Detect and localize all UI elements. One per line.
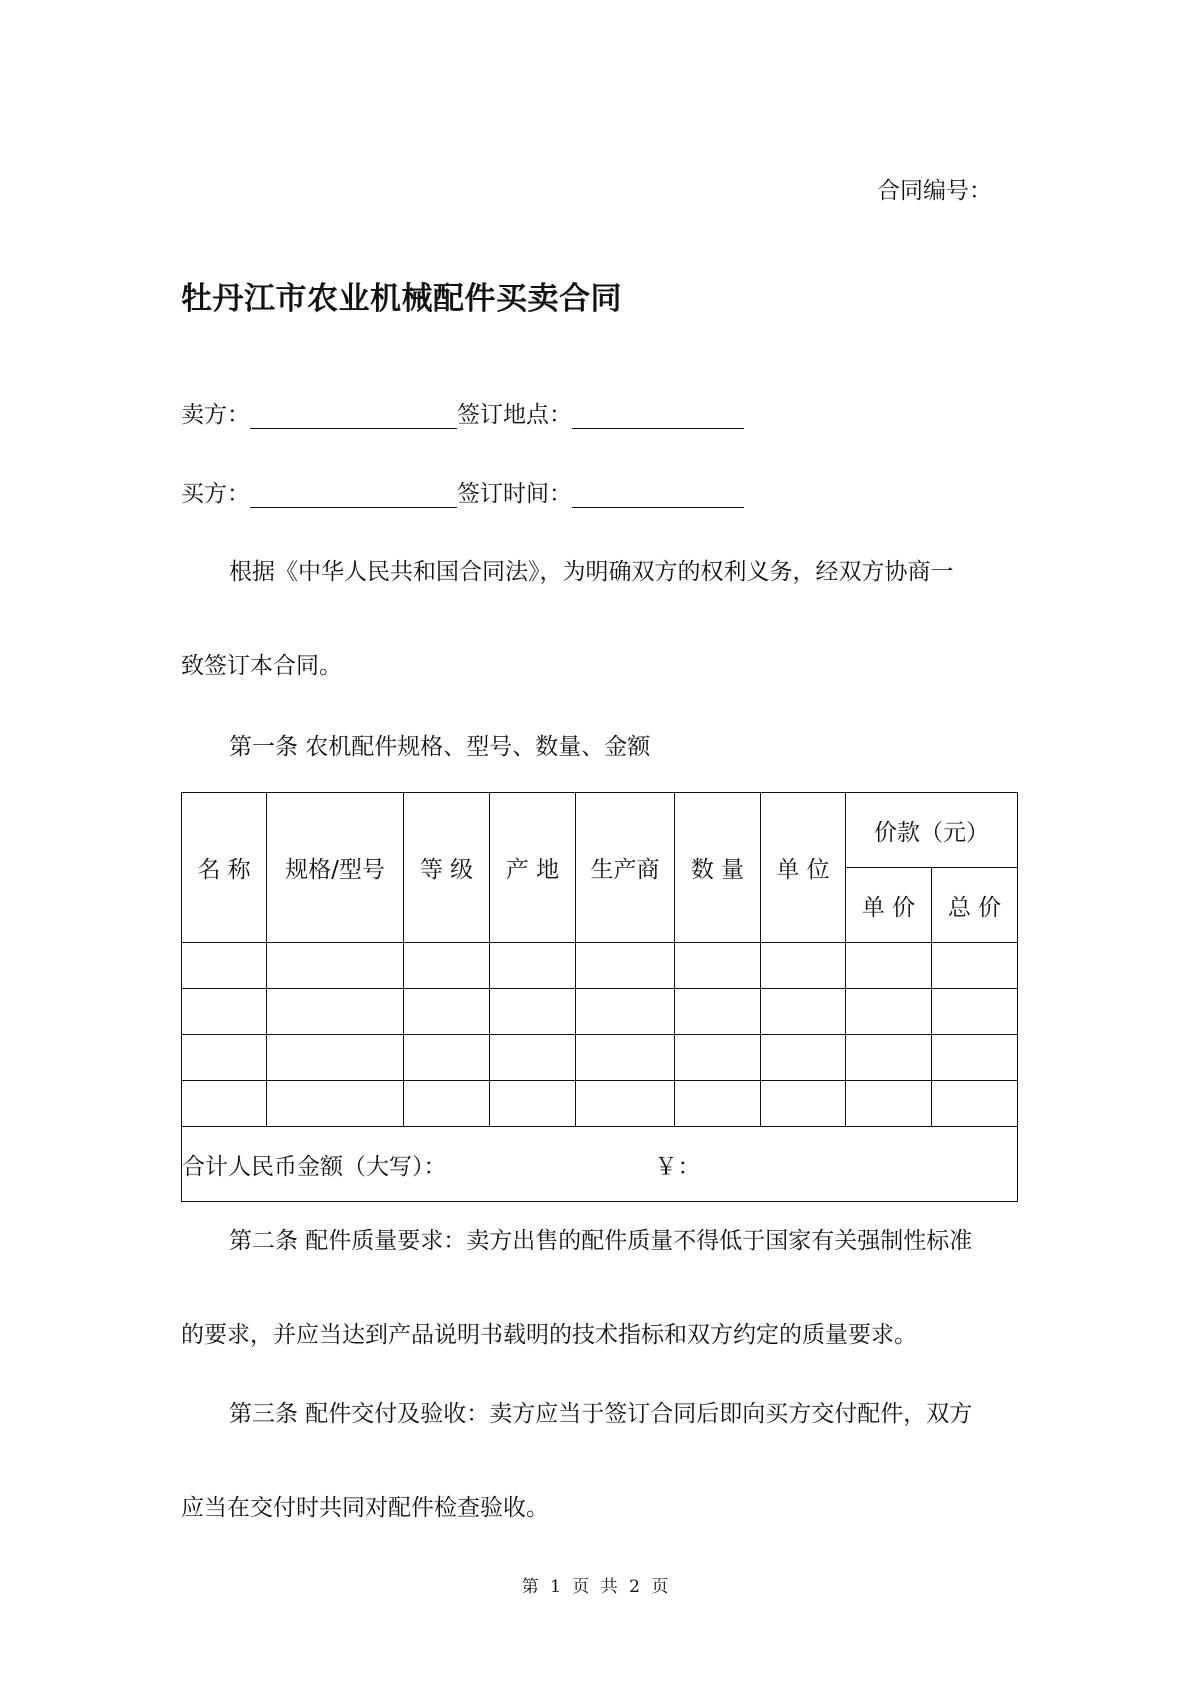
table-cell[interactable]: [576, 1035, 675, 1081]
header-origin: 产 地: [490, 793, 576, 943]
header-unit-price: 单 价: [846, 868, 932, 943]
total-cell[interactable]: [182, 1127, 1018, 1202]
total-row: [182, 1127, 1018, 1202]
table-cell[interactable]: [846, 1035, 932, 1081]
sign-place-label: 签订地点：: [457, 402, 572, 428]
table-cell[interactable]: [576, 1081, 675, 1127]
table-cell[interactable]: [182, 1081, 267, 1127]
sign-place-blank[interactable]: [572, 406, 744, 429]
table-cell[interactable]: [576, 943, 675, 989]
table-cell[interactable]: [490, 989, 576, 1035]
buyer-row: [181, 475, 744, 508]
table-cell[interactable]: [404, 1035, 490, 1081]
table-cell[interactable]: [932, 1035, 1018, 1081]
table-cell[interactable]: [490, 1035, 576, 1081]
buyer-label: 买方：: [181, 481, 250, 507]
table-cell[interactable]: [846, 989, 932, 1035]
header-total-price: 总 价: [932, 868, 1018, 943]
header-price-group: 价款（元）: [846, 793, 1018, 868]
article-1-heading: 第一条 农机配件规格、型号、数量、金额: [229, 734, 651, 760]
article-2-line-1: 第二条 配件质量要求：卖方出售的配件质量不得低于国家有关强制性标准: [229, 1228, 973, 1254]
buyer-blank[interactable]: [250, 485, 457, 508]
table-cell[interactable]: [675, 989, 761, 1035]
sign-time-blank[interactable]: [572, 485, 744, 508]
table-cell[interactable]: [267, 1081, 404, 1127]
table-cell[interactable]: [761, 1035, 846, 1081]
table-cell[interactable]: [761, 943, 846, 989]
header-spec: 规格/型号: [267, 793, 404, 943]
table-cell[interactable]: [182, 943, 267, 989]
table-cell[interactable]: [932, 989, 1018, 1035]
sign-time-label: 签订时间：: [457, 481, 572, 507]
article-3-line-1: 第三条 配件交付及验收：卖方应当于签订合同后即向买方交付配件，双方: [229, 1401, 973, 1427]
table-row: [182, 989, 1018, 1035]
table-cell[interactable]: [404, 989, 490, 1035]
table-cell[interactable]: [932, 943, 1018, 989]
header-grade: 等 级: [404, 793, 490, 943]
table-cell[interactable]: [267, 943, 404, 989]
table-row: [182, 1081, 1018, 1127]
table-cell[interactable]: [675, 1035, 761, 1081]
table-cell[interactable]: [490, 943, 576, 989]
seller-blank[interactable]: [250, 406, 457, 429]
contract-number-label: 合同编号：: [877, 178, 992, 204]
page-number: 第 1 页 共 2 页: [521, 1577, 669, 1597]
article-2-line-2: 的要求，并应当达到产品说明书载明的技术指标和双方约定的质量要求。: [181, 1322, 917, 1348]
intro-line-1: 根据《中华人民共和国合同法》，为明确双方的权利义务，经双方协商一: [229, 559, 954, 585]
header-unit: 单 位: [761, 793, 846, 943]
intro-line-2: 致签订本合同。: [181, 653, 342, 679]
table-cell[interactable]: [267, 989, 404, 1035]
table-cell[interactable]: [761, 1081, 846, 1127]
table-cell[interactable]: [576, 989, 675, 1035]
seller-label: 卖方：: [181, 402, 250, 428]
yen-label: ￥：: [654, 1153, 701, 1180]
table-cell[interactable]: [404, 1081, 490, 1127]
total-amount-label: 合计人民币金额（大写）：: [182, 1153, 447, 1180]
header-qty: 数 量: [675, 793, 761, 943]
parts-table: [181, 792, 1018, 1202]
table-cell[interactable]: [932, 1081, 1018, 1127]
seller-row: [181, 396, 744, 429]
table-cell[interactable]: [675, 943, 761, 989]
table-row: [182, 943, 1018, 989]
table-cell[interactable]: [182, 989, 267, 1035]
table-cell[interactable]: [846, 1081, 932, 1127]
table-cell[interactable]: [846, 943, 932, 989]
table-cell[interactable]: [490, 1081, 576, 1127]
table-cell[interactable]: [761, 989, 846, 1035]
table-cell[interactable]: [267, 1035, 404, 1081]
table-cell[interactable]: [182, 1035, 267, 1081]
header-name: 名 称: [182, 793, 267, 943]
table-cell[interactable]: [404, 943, 490, 989]
article-3-line-2: 应当在交付时共同对配件检查验收。: [181, 1495, 549, 1521]
header-maker: 生产商: [576, 793, 675, 943]
table-row: [182, 1035, 1018, 1081]
page-title: 牡丹江市农业机械配件买卖合同: [181, 281, 622, 317]
table-cell[interactable]: [675, 1081, 761, 1127]
